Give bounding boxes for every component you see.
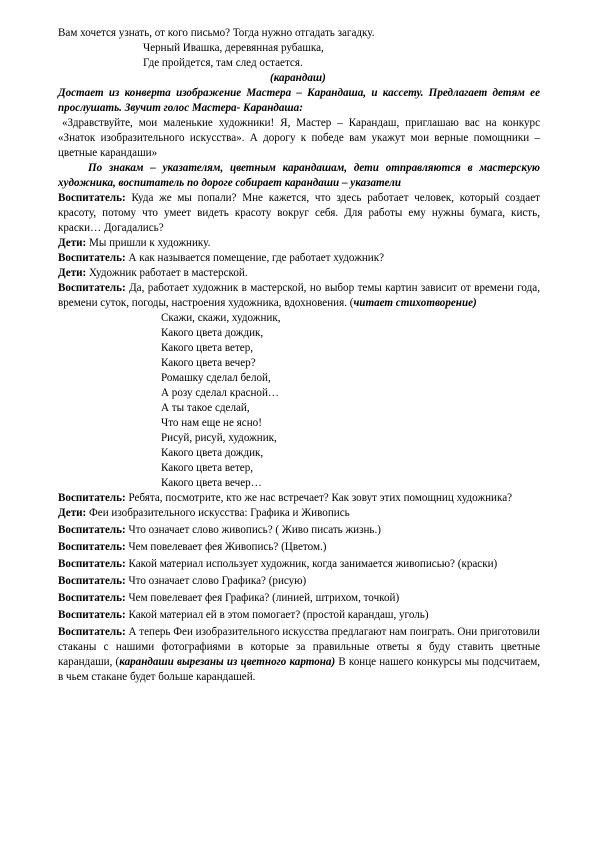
speaker-label: Воспитатель:	[58, 492, 126, 504]
intro-line: Вам хочется узнать, от кого письмо? Тогда нужно отгадать загадку.	[58, 27, 375, 39]
speaker-label: Воспитатель:	[58, 192, 126, 204]
dialogue-kids-1	[58, 236, 540, 251]
speech: Чем повелевает фея Живопись? (Цветом.)	[128, 541, 327, 553]
riddle-line-1: Черный Ивашка, деревянная рубашка,	[143, 42, 324, 54]
dialogue-kids-4	[58, 506, 540, 521]
speaker-label: Воспитатель:	[58, 541, 126, 553]
speaker-label: Воспитатель:	[58, 626, 126, 638]
speech: Куда же мы попали? Мне кажется, что здесь работает человек, который создает красоту, потому что умеет видеть красоту вокруг себя. Для работы ему нужны бумага, кисть, краски… Догадались?	[58, 192, 540, 234]
dialogue-teacher-11	[58, 625, 540, 685]
dialogue-teacher-6	[58, 540, 540, 555]
poem-line: Скажи, скажи, художник,	[161, 312, 281, 324]
speech: А теперь Феи изобразительного искусства предлагают нам поиграть. Они приготовили стаканы с нашими фотографиями в которые за правильные ответы я буду ставить цветные карандаши, (	[58, 626, 540, 668]
poem-line: Какого цвета вечер?	[161, 357, 256, 369]
speaker-label: Воспитатель:	[58, 252, 126, 264]
poem-line: Какого цвета ветер,	[161, 342, 254, 354]
speech: Ребята, посмотрите, кто же нас встречает? Как зовут этих помощниц художника?	[128, 492, 513, 504]
riddle-answer: (карандаш)	[270, 72, 326, 84]
speaker-label: Воспитатель:	[58, 282, 126, 294]
master-quote: «Здравствуйте, мои маленькие художники! Я, Мастер – Карандаш, приглашаю вас на конкурс «Знаток изобразительного искусства». А дорогу к победе вам укажут мои верные помощники – цветные карандаши»	[58, 117, 540, 159]
poem-line: Рисуй, рисуй, художник,	[161, 432, 277, 444]
speech: Что означает слово живопись? ( Живо писать жизнь.)	[128, 524, 381, 536]
dialogue-teacher-10	[58, 608, 540, 623]
speaker-label: Воспитатель:	[58, 575, 126, 587]
poem-line: А розу сделал красной…	[161, 387, 280, 399]
speech: Какой материал использует художник, когда занимается живописью? (краски)	[128, 558, 498, 570]
poem-line: Ромашку сделал белой,	[161, 372, 271, 384]
speech: Феи изобразительного искусства: Графика и Живопись	[89, 507, 350, 519]
speech: В конце нашего конкурсы мы подсчитаем, в чьем стакане будет больше карандашей.	[58, 656, 540, 683]
poem-line: А ты такое сделай,	[161, 402, 250, 414]
speech: Что означает слово Графика? (рисую)	[128, 575, 307, 587]
speech-italic: читает стихотворение)	[353, 297, 477, 309]
stage-direction-1: Достает из конверта изображение Мастера – Карандаша, и кассету. Предлагает детям ее прослушать. Звучит голос Мастера- Карандаша:	[58, 87, 540, 114]
poem	[58, 311, 540, 491]
riddle-line-2: Где пройдется, там след остается.	[143, 57, 303, 69]
poem-line: Какого цвета дождик,	[161, 327, 264, 339]
speaker-label: Воспитатель:	[58, 592, 126, 604]
speech: Художник работает в мастерской.	[89, 267, 248, 279]
stage-direction-2: По знакам – указателям, цветным карандашам, дети отправляются в мастерскую художника, воспитатель по дороге собирает карандаши – указатели	[58, 162, 540, 189]
speaker-label: Воспитатель:	[58, 558, 126, 570]
speaker-label: Дети:	[58, 267, 87, 279]
dialogue-teacher-1	[58, 191, 540, 236]
speech-italic: карандаши вырезаны из цветного картона)	[119, 656, 336, 668]
poem-line: Какого цвета ветер,	[161, 462, 254, 474]
document-page	[58, 26, 540, 685]
speaker-label: Дети:	[58, 507, 87, 519]
dialogue-teacher-5	[58, 523, 540, 538]
dialogue-teacher-3	[58, 281, 540, 311]
poem-line: Какого цвета дождик,	[161, 447, 264, 459]
speaker-label: Дети:	[58, 237, 87, 249]
dialogue-kids-2	[58, 266, 540, 281]
speech: Мы пришли к художнику.	[89, 237, 211, 249]
speech: Чем повелевает фея Графика? (линией, штрихом, точкой)	[128, 592, 400, 604]
speech: А как называется помещение, где работает художник?	[128, 252, 385, 264]
poem-line: Что нам еще не ясно!	[161, 417, 262, 429]
dialogue-teacher-2	[58, 251, 540, 266]
speaker-label: Воспитатель:	[58, 524, 126, 536]
dialogue-teacher-9	[58, 591, 540, 606]
speaker-label: Воспитатель:	[58, 609, 126, 621]
speech: Да, работает художник в мастерской, но выбор темы картин зависит от времени года, времени суток, погоды, настроения художника, вдохновения. (	[58, 282, 540, 309]
poem-line: Какого цвета вечер…	[161, 477, 262, 489]
dialogue-teacher-7	[58, 557, 540, 572]
speech: Какой материал ей в этом помогает? (простой карандаш, уголь)	[128, 609, 429, 621]
dialogue-teacher-8	[58, 574, 540, 589]
dialogue-teacher-4	[58, 491, 540, 506]
